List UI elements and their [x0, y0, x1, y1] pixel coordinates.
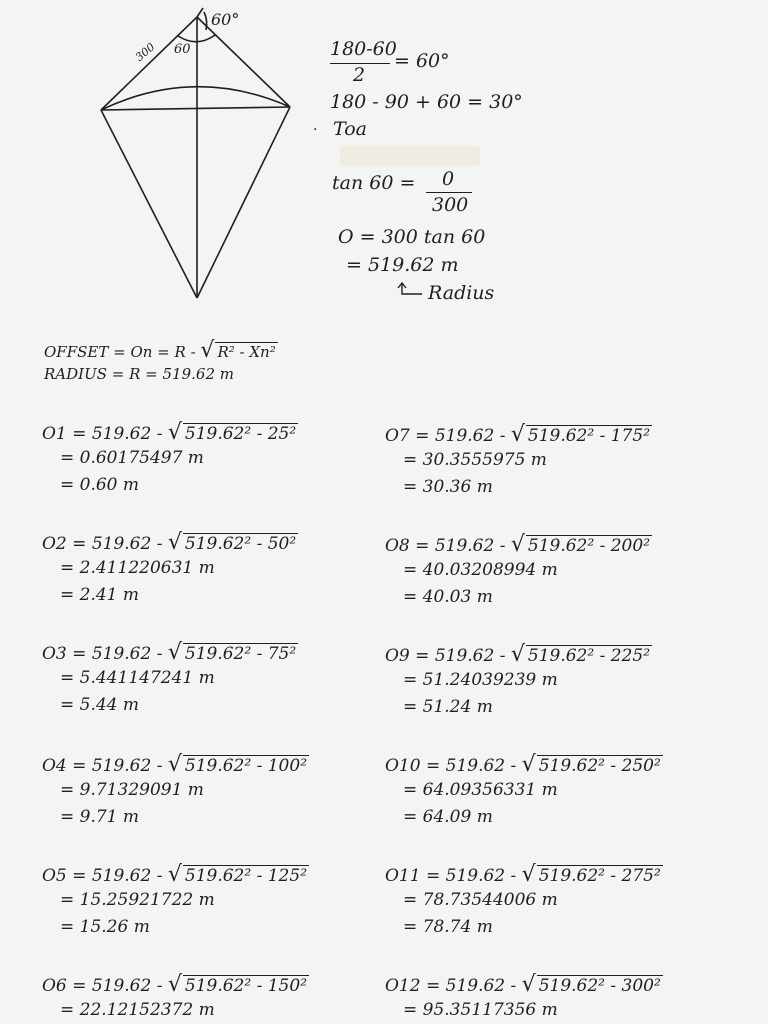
- frac-denominator: 2: [353, 64, 366, 86]
- radical: √ 519.62² - 225²: [510, 642, 651, 667]
- offset-label: O7 =: [385, 426, 430, 446]
- kite-edge-bottom-right: [197, 107, 290, 298]
- kite-edge-bottom-left: [101, 110, 197, 298]
- offset-rounded-result: = 40.03 m: [403, 587, 493, 607]
- radical: √ 519.62² - 200²: [510, 532, 651, 557]
- offset-label: O6 =: [42, 976, 87, 996]
- kite-edge-top-left: [101, 17, 197, 110]
- offset-expr: 519.62 -: [91, 424, 163, 444]
- bullet-dot: ·: [313, 122, 318, 138]
- o-equation: O = 300 tan 60: [338, 226, 486, 248]
- offset-equation: [385, 862, 663, 887]
- offset-definition: [44, 338, 278, 363]
- radicand: 519.62² - 275²: [538, 866, 661, 886]
- radicand: 519.62² - 50²: [184, 534, 297, 554]
- offset-full-result: = 51.24039239 m: [403, 670, 558, 690]
- radical: √ 519.62² - 100²: [167, 752, 308, 777]
- radical: √ 519.62² - 175²: [510, 422, 651, 447]
- offset-full-result: = 9.71329091 m: [60, 780, 204, 800]
- offset-full-result: = 40.03208994 m: [403, 560, 558, 580]
- angle-label-top: 60°: [211, 10, 240, 29]
- offset-rounded-result: = 5.44 m: [60, 695, 140, 715]
- radicand: 519.62² - 125²: [184, 866, 308, 886]
- offset-label: O9 =: [385, 646, 430, 666]
- offset-full-result: = 5.441147241 m: [60, 668, 215, 688]
- offset-label: O10 =: [385, 756, 441, 776]
- offset-rounded-result: = 0.60 m: [60, 475, 140, 495]
- o-value: = 519.62 m: [346, 254, 459, 276]
- radicand: 519.62² - 100²: [184, 756, 308, 776]
- offset-full-result: = 95.35117356 m: [403, 1000, 558, 1020]
- side-length-label: 300: [133, 40, 158, 64]
- kite-curve-arc: [101, 87, 290, 110]
- offset-rounded-result: = 2.41 m: [60, 585, 140, 605]
- offset-rounded-result: = 78.74 m: [403, 917, 493, 937]
- angle-label-inner: 60: [174, 42, 191, 57]
- offset-equation: [42, 640, 298, 665]
- kite-edge-top-right: [197, 17, 290, 107]
- radical: √ 519.62² - 50²: [167, 530, 297, 555]
- offset-expr: 519.62 -: [434, 426, 506, 446]
- offset-equation: [385, 642, 652, 667]
- offset-label: O4 =: [42, 756, 87, 776]
- offset-expr: 519.62 -: [445, 976, 517, 996]
- tan-numerator: 0: [442, 168, 455, 190]
- offset-equation: [42, 862, 309, 887]
- offset-def-text: OFFSET = On = R -: [44, 343, 196, 361]
- offset-equation: [42, 752, 309, 777]
- angle-sum-line: 180 - 90 + 60 = 30°: [330, 91, 523, 113]
- radical: √ 519.62² - 25²: [167, 420, 297, 445]
- offset-expr: 519.62 -: [91, 976, 163, 996]
- radical: √ 519.62² - 125²: [167, 862, 308, 887]
- tan-denominator: 300: [432, 194, 469, 216]
- offset-full-result: = 64.09356331 m: [403, 780, 558, 800]
- offset-label: O1 =: [42, 424, 87, 444]
- radius-note: Radius: [428, 282, 495, 304]
- offset-label: O5 =: [42, 866, 87, 886]
- offset-expr: 519.62 -: [91, 756, 163, 776]
- radical: √ 519.62² - 75²: [167, 640, 297, 665]
- offset-label: O3 =: [42, 644, 87, 664]
- radicand: 519.62² - 250²: [538, 756, 661, 776]
- offset-expr: 519.62 -: [434, 646, 506, 666]
- tan-fraction-bar: [426, 192, 472, 193]
- offset-expr: 519.62 -: [445, 756, 517, 776]
- offset-equation: [385, 972, 663, 997]
- offset-full-result: = 0.60175497 m: [60, 448, 204, 468]
- offset-full-result: = 2.411220631 m: [60, 558, 215, 578]
- offset-rounded-result: = 51.24 m: [403, 697, 493, 717]
- offset-expr: 519.62 -: [91, 644, 163, 664]
- radicand: 519.62² - 75²: [184, 644, 297, 664]
- radicand: 519.62² - 25²: [184, 424, 297, 444]
- radicand: 519.62² - 150²: [184, 976, 308, 996]
- offset-expr: 519.62 -: [445, 866, 517, 886]
- offset-expr: 519.62 -: [434, 536, 506, 556]
- radical: √ 519.62² - 150²: [167, 972, 308, 997]
- offset-equation: [42, 530, 298, 555]
- radical: √ 519.62² - 300²: [521, 972, 661, 997]
- offset-equation: [385, 422, 652, 447]
- erased-smudge: [340, 146, 480, 166]
- offset-rounded-result: = 15.26 m: [60, 917, 150, 937]
- tan-equation-left: tan 60 =: [332, 172, 416, 194]
- offset-label: O2 =: [42, 534, 87, 554]
- radicand: 519.62² - 300²: [538, 976, 661, 996]
- frac-numerator: 180-60: [330, 38, 397, 60]
- offset-label: O12 =: [385, 976, 441, 996]
- offset-equation: [42, 420, 298, 445]
- offset-full-result: = 30.3555975 m: [403, 450, 547, 470]
- offset-label: O8 =: [385, 536, 430, 556]
- frac-result: = 60°: [394, 50, 450, 72]
- offset-equation: [385, 532, 652, 557]
- radius-definition: RADIUS = R = 519.62 m: [44, 365, 234, 383]
- offset-expr: 519.62 -: [91, 866, 163, 886]
- offset-rounded-result: = 9.71 m: [60, 807, 140, 827]
- offset-rounded-result: = 30.36 m: [403, 477, 493, 497]
- radicand: 519.62² - 225²: [527, 646, 651, 666]
- radical: √ 519.62² - 275²: [521, 862, 661, 887]
- offset-radicand: R² - Xn²: [217, 343, 276, 361]
- kite-diagram: [0, 0, 320, 310]
- offset-rounded-result: = 64.09 m: [403, 807, 493, 827]
- offset-full-result: = 22.12152372 m: [60, 1000, 215, 1020]
- offset-label: O11 =: [385, 866, 441, 886]
- toa-note: Toa: [333, 118, 367, 140]
- radicand: 519.62² - 200²: [527, 536, 651, 556]
- offset-equation: [385, 752, 663, 777]
- offset-full-result: = 15.25921722 m: [60, 890, 215, 910]
- offset-full-result: = 78.73544006 m: [403, 890, 558, 910]
- kite-horizontal-chord: [101, 107, 290, 110]
- extension-line: [197, 8, 203, 17]
- angle-arc-outer: [204, 12, 207, 30]
- offset-equation: [42, 972, 309, 997]
- radicand: 519.62² - 175²: [527, 426, 651, 446]
- radical: √ 519.62² - 250²: [521, 752, 661, 777]
- offset-expr: 519.62 -: [91, 534, 163, 554]
- radius-arrow: [396, 280, 426, 304]
- offset-radical: √ R² - Xn²: [200, 338, 276, 363]
